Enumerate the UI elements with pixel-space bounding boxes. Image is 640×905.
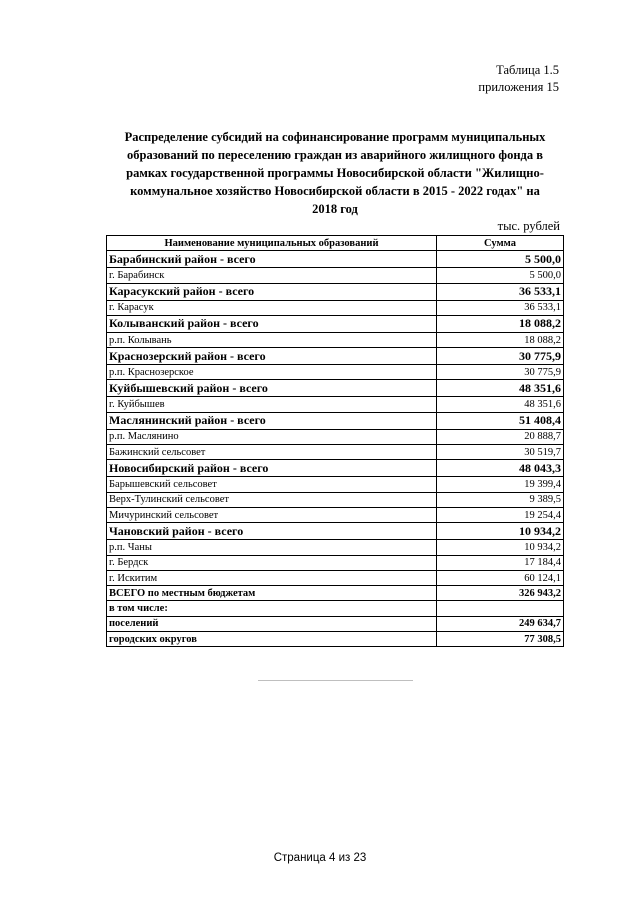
row-name: Новосибирский район - всего bbox=[107, 460, 437, 477]
row-name: р.п. Краснозерское bbox=[107, 365, 437, 380]
table-header-row bbox=[107, 236, 564, 251]
row-name: Краснозерский район - всего bbox=[107, 348, 437, 365]
title-line: коммунальное хозяйство Новосибирской области в 2015 - 2022 годах" на bbox=[130, 184, 540, 198]
row-sum: 48 043,3 bbox=[437, 460, 564, 477]
units-label: тыс. рублей bbox=[497, 219, 560, 233]
row-sum: 10 934,2 bbox=[437, 540, 564, 555]
row-sum: 77 308,5 bbox=[437, 632, 564, 647]
row-name: Мичуринский сельсовет bbox=[107, 507, 437, 522]
table-row bbox=[107, 268, 564, 283]
table-row bbox=[107, 540, 564, 555]
page-number: Страница 4 из 23 bbox=[273, 852, 367, 864]
row-sum: 5 500,0 bbox=[437, 251, 564, 268]
subsidy-table bbox=[106, 235, 564, 647]
row-sum: 5 500,0 bbox=[437, 268, 564, 283]
row-name: г. Барабинск bbox=[107, 268, 437, 283]
row-name: р.п. Чаны bbox=[107, 540, 437, 555]
row-name: ВСЕГО по местным бюджетам bbox=[107, 586, 437, 601]
table-reference bbox=[478, 62, 559, 96]
row-name: г. Искитим bbox=[107, 570, 437, 585]
table-row bbox=[107, 632, 564, 647]
row-sum: 10 934,2 bbox=[437, 523, 564, 540]
row-name: Верх-Тулинский сельсовет bbox=[107, 492, 437, 507]
row-name: Барабинский район - всего bbox=[107, 251, 437, 268]
row-name: г. Куйбышев bbox=[107, 397, 437, 412]
row-sum: 48 351,6 bbox=[437, 380, 564, 397]
table-row bbox=[107, 251, 564, 268]
row-name: р.п. Маслянино bbox=[107, 429, 437, 444]
table-row bbox=[107, 570, 564, 585]
row-name: Чановский район - всего bbox=[107, 523, 437, 540]
column-header-sum: Сумма bbox=[437, 236, 564, 251]
row-sum: 18 088,2 bbox=[437, 315, 564, 332]
table-row bbox=[107, 283, 564, 300]
title-line: рамках государственной программы Новосибирской области "Жилищно- bbox=[126, 166, 544, 180]
row-sum: 20 888,7 bbox=[437, 429, 564, 444]
table-row bbox=[107, 460, 564, 477]
row-sum: 249 634,7 bbox=[437, 616, 564, 631]
row-sum bbox=[437, 601, 564, 616]
row-sum: 17 184,4 bbox=[437, 555, 564, 570]
row-sum: 18 088,2 bbox=[437, 332, 564, 347]
row-name: поселений bbox=[107, 616, 437, 631]
title-line: Распределение субсидий на софинансирование программ муниципальных bbox=[124, 130, 546, 144]
row-name: Карасукский район - всего bbox=[107, 283, 437, 300]
row-sum: 326 943,2 bbox=[437, 586, 564, 601]
row-name: Куйбышевский район - всего bbox=[107, 380, 437, 397]
row-name: р.п. Колывань bbox=[107, 332, 437, 347]
row-name: Колыванский район - всего bbox=[107, 315, 437, 332]
table-row bbox=[107, 507, 564, 522]
row-name: Маслянинский район - всего bbox=[107, 412, 437, 429]
table-row bbox=[107, 348, 564, 365]
title-line: 2018 год bbox=[312, 202, 358, 216]
row-name: городских округов bbox=[107, 632, 437, 647]
document-title bbox=[100, 128, 570, 218]
table-body bbox=[107, 251, 564, 647]
title-line: образований по переселению граждан из аварийного жилищного фонда в bbox=[127, 148, 543, 162]
table-row bbox=[107, 429, 564, 444]
table-row bbox=[107, 616, 564, 631]
row-sum: 36 533,1 bbox=[437, 283, 564, 300]
row-sum: 36 533,1 bbox=[437, 300, 564, 315]
row-name: Бажинский сельсовет bbox=[107, 445, 437, 460]
table-row bbox=[107, 586, 564, 601]
row-sum: 48 351,6 bbox=[437, 397, 564, 412]
table-row bbox=[107, 492, 564, 507]
row-sum: 19 254,4 bbox=[437, 507, 564, 522]
row-sum: 60 124,1 bbox=[437, 570, 564, 585]
table-row bbox=[107, 365, 564, 380]
row-name: г. Бердск bbox=[107, 555, 437, 570]
table-row bbox=[107, 477, 564, 492]
row-sum: 30 519,7 bbox=[437, 445, 564, 460]
table-row bbox=[107, 601, 564, 616]
table-row bbox=[107, 555, 564, 570]
table-number: Таблица 1.5 bbox=[496, 63, 559, 77]
table-row bbox=[107, 315, 564, 332]
row-name: Барышевский сельсовет bbox=[107, 477, 437, 492]
table-row bbox=[107, 445, 564, 460]
row-sum: 51 408,4 bbox=[437, 412, 564, 429]
table-row bbox=[107, 300, 564, 315]
table-row bbox=[107, 523, 564, 540]
footnote-divider bbox=[258, 680, 413, 681]
table-row bbox=[107, 332, 564, 347]
column-header-name: Наименование муниципальных образований bbox=[107, 236, 437, 251]
row-sum: 30 775,9 bbox=[437, 365, 564, 380]
appendix-number: приложения 15 bbox=[478, 80, 559, 94]
row-name: в том числе: bbox=[107, 601, 437, 616]
table-row bbox=[107, 380, 564, 397]
row-sum: 30 775,9 bbox=[437, 348, 564, 365]
table-row bbox=[107, 397, 564, 412]
row-name: г. Карасук bbox=[107, 300, 437, 315]
row-sum: 19 399,4 bbox=[437, 477, 564, 492]
row-sum: 9 389,5 bbox=[437, 492, 564, 507]
table-row bbox=[107, 412, 564, 429]
